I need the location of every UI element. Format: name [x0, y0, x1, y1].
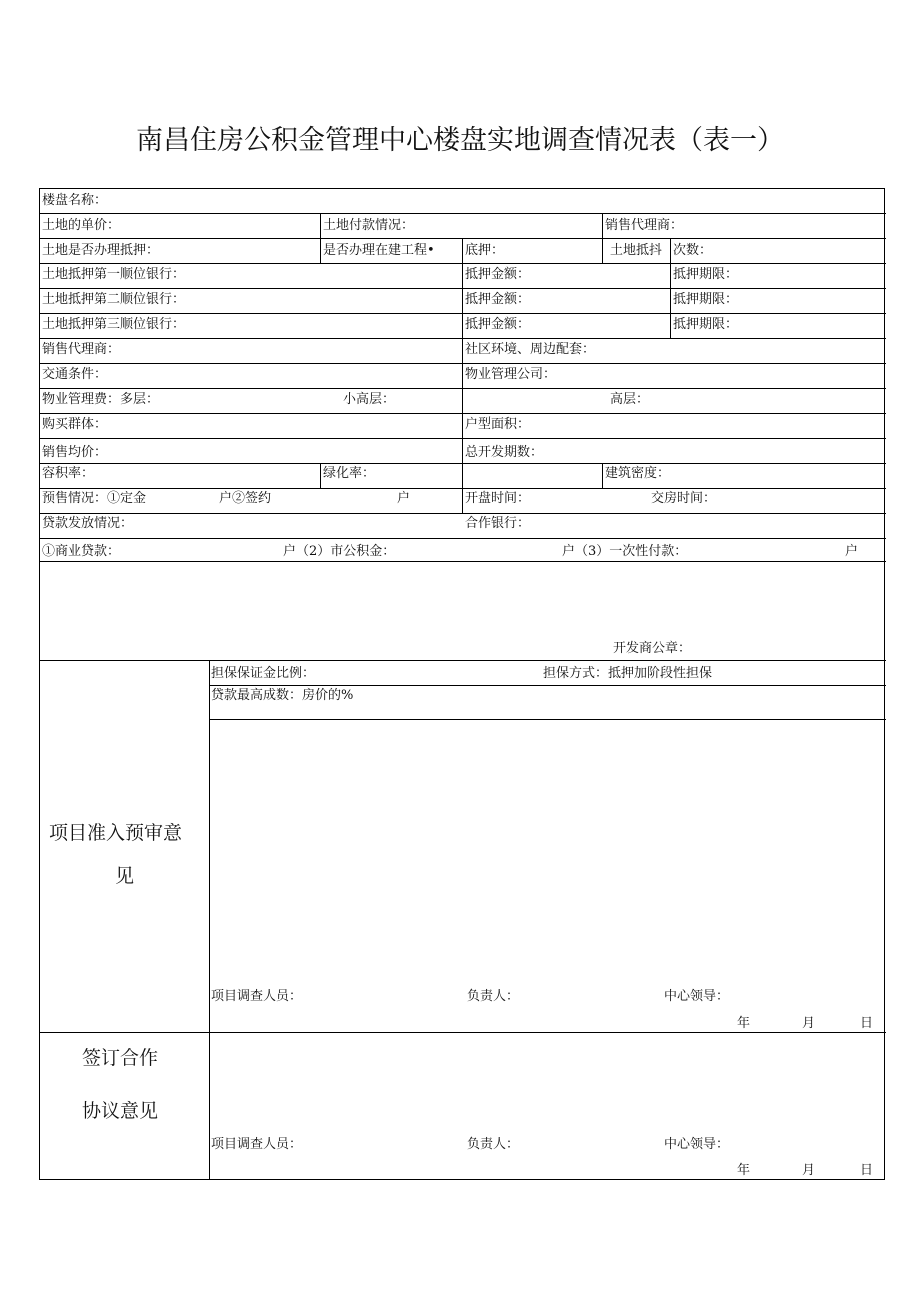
- row-divider: [40, 1032, 886, 1033]
- date-year: 年: [737, 1163, 751, 1178]
- traffic-label: 交通条件：: [42, 367, 108, 382]
- mortgage-term-label: 抵押期限：: [673, 317, 739, 332]
- row-divider: [40, 238, 886, 239]
- page-title: 南昌住房公积金管理中心楼盘实地调查情况表（表一）: [136, 125, 784, 156]
- col-divider: [602, 463, 603, 488]
- responsible-label: 负责人：: [467, 1137, 520, 1152]
- land-mortgage-times-suffix: 次数：: [673, 243, 713, 258]
- bank-first-label: 土地抵押第一顺位银行：: [42, 267, 186, 282]
- agreement-section-title-cont: 协议意见: [82, 1100, 159, 1122]
- total-phases-label: 总开发期数：: [465, 445, 544, 460]
- avg-price-label: 销售均价：: [42, 445, 108, 460]
- date-month: 月: [802, 1163, 816, 1178]
- building-density-label: 建筑密度：: [605, 466, 671, 481]
- developer-seal-label: 开发商公章：: [613, 641, 692, 656]
- presale-unit-label: 户: [397, 491, 411, 506]
- row-divider: [40, 363, 886, 364]
- col-divider: [602, 238, 603, 263]
- row-divider: [209, 685, 886, 686]
- mortgage-amount-label: 抵押金额：: [465, 292, 531, 307]
- loan-unit-label: 户: [845, 544, 859, 559]
- col-divider: [320, 463, 321, 488]
- max-loan-label: 贷款最高成数：房价的%: [211, 688, 354, 703]
- date-day: 日: [860, 1163, 874, 1178]
- land-mortgaged-label: 土地是否办理抵押：: [42, 243, 160, 258]
- mortgage-amount-label: 抵押金额：: [465, 267, 531, 282]
- col-divider: [670, 238, 671, 338]
- mortgage-term-label: 抵押期限：: [673, 292, 739, 307]
- row-divider: [40, 660, 886, 661]
- mortgage-amount-label: 抵押金额：: [465, 317, 531, 332]
- loan-commercial-label: ①商业贷款：: [42, 544, 121, 559]
- presale-label: 预售情况：①定金: [42, 491, 147, 506]
- date-month: 月: [802, 1016, 816, 1031]
- green-ratio-label: 绿化率：: [323, 466, 376, 481]
- row-divider: [40, 288, 886, 289]
- col-divider: [602, 213, 603, 238]
- col-divider: [462, 263, 463, 513]
- row-divider: [40, 388, 886, 389]
- land-mortgage-times-label: 土地抵抖: [610, 243, 663, 258]
- mortgage-term-label: 抵押期限：: [673, 267, 739, 282]
- col-divider: [209, 660, 210, 1180]
- row-divider: [40, 513, 886, 514]
- loan-lump-label: 户（3）一次性付款：: [562, 544, 688, 559]
- review-section-title: 项目准入预审意: [49, 822, 183, 844]
- opening-time-label: 开盘时间：: [465, 491, 531, 506]
- survey-form: [39, 188, 885, 1180]
- presale-signed-label: 户②签约: [219, 491, 272, 506]
- row-divider: [209, 719, 886, 720]
- investigator-label: 项目调查人员：: [211, 1137, 303, 1152]
- construction-mortgage-label: 是否办理在建工程•: [323, 243, 435, 258]
- row-divider: [40, 263, 886, 264]
- row-divider: [40, 338, 886, 339]
- unit-area-label: 户型面积：: [465, 417, 531, 432]
- leader-label: 中心领导：: [664, 1137, 730, 1152]
- row-divider: [40, 313, 886, 314]
- leader-label: 中心领导：: [664, 989, 730, 1004]
- partner-bank-label: 合作银行：: [465, 516, 531, 531]
- loan-fund-label: 户（2）市公积金：: [283, 544, 396, 559]
- row-divider: [40, 413, 886, 414]
- col-divider: [462, 238, 463, 263]
- row-divider: [40, 438, 886, 439]
- responsible-label: 负责人：: [467, 989, 520, 1004]
- loan-release-label: 贷款发放情况：: [42, 516, 134, 531]
- agreement-section-title: 签订合作: [82, 1047, 159, 1069]
- plot-ratio-label: 容积率：: [42, 466, 95, 481]
- fee-high-label: 高层：: [610, 392, 650, 407]
- investigator-label: 项目调查人员：: [211, 989, 303, 1004]
- sales-agent-label: 销售代理商：: [605, 218, 684, 233]
- review-section-title-cont: 见: [115, 865, 135, 887]
- fee-multi-label: 物业管理费：多层：: [42, 392, 160, 407]
- row-divider: [40, 463, 886, 464]
- row-divider: [40, 488, 886, 489]
- mortgage-suffix-label: 底押：: [465, 243, 505, 258]
- deposit-ratio-label: 担保保证金比例：: [211, 666, 316, 681]
- col-divider: [320, 213, 321, 263]
- row-divider: [40, 561, 886, 562]
- sales-agent-label: 销售代理商：: [42, 342, 121, 357]
- land-payment-label: 土地付款情况：: [323, 218, 415, 233]
- row-divider: [40, 538, 886, 539]
- date-day: 日: [860, 1016, 874, 1031]
- guarantee-method-label: 担保方式：抵押加阶段性担保: [543, 666, 713, 681]
- fee-small-high-label: 小高层：: [343, 392, 396, 407]
- row-divider: [40, 213, 886, 214]
- date-year: 年: [737, 1016, 751, 1031]
- buyers-label: 购买群体：: [42, 417, 108, 432]
- bank-second-label: 土地抵押第二顺位银行：: [42, 292, 186, 307]
- bank-third-label: 土地抵押第三顺位银行：: [42, 317, 186, 332]
- delivery-time-label: 交房时间：: [651, 491, 717, 506]
- project-name-label: 楼盘名称：: [42, 193, 108, 208]
- property-company-label: 物业管理公司：: [465, 367, 557, 382]
- land-unit-price-label: 土地的单价：: [42, 218, 121, 233]
- community-label: 社区环境、周边配套：: [465, 342, 596, 357]
